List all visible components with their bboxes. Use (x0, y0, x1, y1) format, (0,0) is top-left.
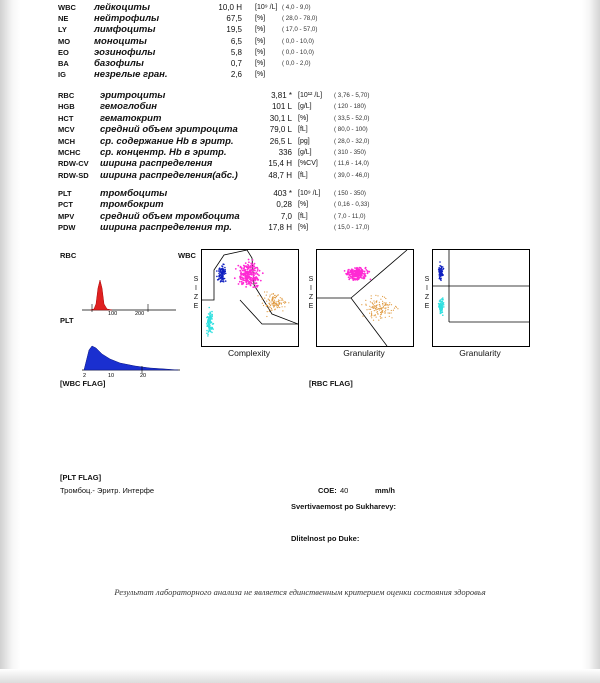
analyte-reference: ( 33,5 - 52,0) (334, 114, 370, 122)
analyte-value: 6,5 (230, 36, 242, 46)
result-row-mpv (0, 211, 600, 222)
analyte-name: ширина распределения(абс.) (100, 169, 238, 181)
analyte-value: 79,0 L (269, 125, 292, 135)
result-row-rdw-cv (0, 158, 600, 169)
analyte-code: PCT (58, 200, 73, 210)
analyte-value: 2,6 (230, 70, 242, 80)
analyte-code: RDW-SD (58, 170, 89, 180)
analyte-value: 10,0 H (218, 3, 242, 12)
caption-granularity-2: Granularity (459, 348, 501, 358)
analyte-code: WBC (58, 3, 76, 12)
size-axis-3: S I Z E (424, 276, 430, 310)
analyte-name: ширина распределения (100, 158, 213, 170)
result-row-eo (0, 47, 600, 58)
rbc-histogram-label: RBC (60, 251, 77, 260)
analyte-value: 19,5 (226, 25, 242, 35)
analyte-name: средний объем тромбоцита (100, 210, 240, 222)
analyte-unit: [%] (255, 60, 266, 67)
rbc-tick-100: 100 (108, 311, 118, 317)
analyte-unit: [g/L] (298, 103, 312, 111)
analyte-name: гематокрит (100, 112, 162, 124)
analyte-unit: [%] (255, 15, 266, 23)
analyte-value: 17,8 H (268, 223, 292, 233)
analyte-reference: ( 150 - 350) (334, 190, 366, 197)
analyte-unit: [pg] (298, 137, 310, 145)
analyte-unit: [fL] (298, 126, 308, 134)
analyte-name: лейкоциты (94, 2, 150, 13)
analyte-unit: [%] (298, 201, 309, 209)
analyte-code: HCT (58, 113, 74, 123)
scatter-granularity-1 (316, 249, 414, 347)
result-row-mchc (0, 147, 600, 158)
coe-value: 40 (340, 486, 349, 495)
caption-complexity: Complexity (227, 348, 271, 358)
analyte-unit: [%] (255, 48, 266, 56)
analyte-reference: ( 7,0 - 11,0) (334, 212, 366, 220)
scatter-complexity (201, 249, 299, 347)
analyte-unit: [10¹² /L] (298, 92, 323, 99)
analyte-unit: [fL] (298, 171, 308, 179)
analyte-unit: [g/L] (298, 149, 312, 156)
analyte-code: PLT (58, 189, 72, 198)
analyte-code: LY (58, 25, 67, 35)
analyte-reference: ( 0,0 - 10,0) (282, 37, 314, 45)
analyte-code: RBC (58, 91, 75, 100)
result-row-mcv (0, 124, 600, 135)
rbc-histogram (80, 258, 180, 318)
analyte-unit: [10⁹ /L] (298, 190, 321, 197)
analyte-reference: ( 80,0 - 100) (334, 126, 368, 134)
analyte-reference: ( 120 - 180) (334, 103, 366, 111)
analyte-unit: [%] (298, 114, 309, 122)
analyte-value: 3,81 * (271, 91, 292, 100)
analyte-unit: [%] (255, 26, 266, 34)
result-row-pdw (0, 222, 600, 233)
analyte-value: 0,28 (276, 200, 292, 210)
result-row-ba (0, 58, 600, 69)
analyte-value: 30,1 L (269, 113, 292, 123)
coe-label: COE: (318, 486, 337, 495)
analyte-code: IG (58, 70, 66, 80)
result-row-hgb (0, 101, 600, 112)
analyte-name: незрелые гран. (94, 69, 168, 81)
analyte-value: 403 * (273, 189, 292, 198)
result-row-rbc (0, 90, 600, 101)
analyte-name: ширина распределения тр. (100, 222, 232, 234)
analyte-reference: ( 28,0 - 32,0) (334, 137, 370, 145)
analyte-name: тромбокрит (100, 199, 164, 211)
footer-disclaimer: Результат лабораторного анализа не является единственным критерием оценки состояния здоровья (114, 587, 486, 597)
analyte-value: 0,7 (230, 59, 242, 68)
rbc-tick-200: 200 (135, 311, 145, 317)
analyte-value: 67,5 (226, 14, 242, 24)
analyte-name: эозинофилы (94, 46, 156, 58)
scatter-granularity-2 (432, 249, 530, 347)
result-row-rdw-sd (0, 170, 600, 181)
analyte-reference: ( 0,0 - 10,0) (282, 48, 314, 56)
analyte-reference: ( 0,0 - 2,0) (282, 60, 311, 67)
analyte-unit: [%CV] (298, 160, 318, 168)
result-row-mch (0, 136, 600, 147)
analyte-name: средний объем эритроцита (100, 124, 238, 136)
result-row-ne (0, 13, 600, 24)
analyte-value: 48,7 H (268, 170, 292, 180)
size-axis-2: S I Z E (308, 276, 314, 310)
analyte-reference: ( 11,6 - 14,0) (334, 160, 369, 168)
plt-tick-20: 20 (140, 373, 147, 379)
coe-unit: mm/h (375, 486, 396, 495)
result-row-wbc (0, 2, 600, 13)
analyte-reference: ( 39,0 - 46,0) (334, 171, 370, 179)
analyte-name: гемоглобин (100, 101, 158, 113)
analyte-value: 101 L (271, 102, 292, 112)
duke-label: Dlitelnost po Duke: (291, 534, 360, 543)
analyte-code: RDW-CV (58, 159, 89, 169)
analyte-unit: [fL] (298, 212, 308, 220)
analyte-value: 5,8 (230, 47, 242, 57)
analyte-code: EO (58, 47, 69, 57)
analyte-name: ср. концентр. Hb в эритр. (100, 147, 227, 158)
analyte-unit: [%] (298, 224, 309, 232)
sukharev-label: Svertivaemost po Sukharevy: (291, 502, 397, 511)
analyte-name: лимфоциты (94, 24, 156, 36)
result-row-mo (0, 36, 600, 47)
result-row-ly (0, 24, 600, 35)
result-row-ig (0, 69, 600, 80)
analyte-value: 336 (278, 148, 292, 157)
analyte-name: нейтрофилы (94, 13, 160, 25)
caption-granularity-1: Granularity (343, 348, 385, 358)
analyte-unit: [%] (255, 37, 266, 45)
plt-flag: [PLT FLAG] (60, 473, 102, 482)
analyte-value: 26,5 L (269, 136, 292, 146)
result-row-pct (0, 199, 600, 210)
plt-tick-2: 2 (83, 373, 87, 379)
analyte-code: MO (58, 36, 71, 46)
analyte-reference: ( 17,0 - 57,0) (282, 26, 318, 34)
analyte-reference: ( 310 - 350) (334, 149, 366, 156)
analyte-name: моноциты (94, 35, 147, 47)
analyte-unit: [%] (255, 71, 266, 79)
analyte-code: MCHC (58, 148, 81, 157)
rbc-flag: [RBC FLAG] (309, 379, 353, 388)
result-row-plt (0, 188, 600, 199)
analyte-reference: ( 0,16 - 0,33) (334, 201, 370, 209)
plt-histogram (80, 340, 185, 380)
analyte-reference: ( 4,0 - 9,0) (282, 4, 311, 11)
plt-histogram-label: PLT (60, 316, 74, 325)
analyte-code: MCH (58, 136, 76, 146)
analyte-reference: ( 28,0 - 78,0) (282, 15, 318, 23)
analyte-code: HGB (58, 102, 75, 112)
analyte-value: 7,0 (280, 211, 292, 221)
analyte-code: MPV (58, 211, 75, 221)
analyte-code: MCV (58, 125, 75, 135)
analyte-reference: ( 3,76 - 5,70) (334, 92, 370, 99)
interference-note: Тромбоц.- Эритр. Интерфе (60, 486, 155, 495)
page-edge-bottom (0, 669, 600, 683)
result-row-hct (0, 113, 600, 124)
analyte-unit: [10⁹ /L] (255, 4, 278, 11)
analyte-name: тромбоциты (100, 188, 168, 199)
analyte-code: BA (58, 59, 69, 68)
analyte-value: 15,4 H (268, 159, 292, 169)
analyte-name: базофилы (94, 58, 144, 69)
size-axis-1: S I Z E (193, 276, 199, 310)
analyte-code: PDW (58, 223, 76, 233)
plt-tick-10: 10 (108, 373, 115, 379)
analyte-name: ср. содержание Hb в эритр. (100, 135, 234, 147)
analyte-code: NE (58, 14, 69, 24)
analyte-name: эритроциты (100, 90, 166, 101)
wbc-flag: [WBC FLAG] (60, 379, 106, 388)
analyte-reference: ( 15,0 - 17,0) (334, 224, 370, 232)
wbc-scatter-label: WBC (178, 251, 196, 260)
